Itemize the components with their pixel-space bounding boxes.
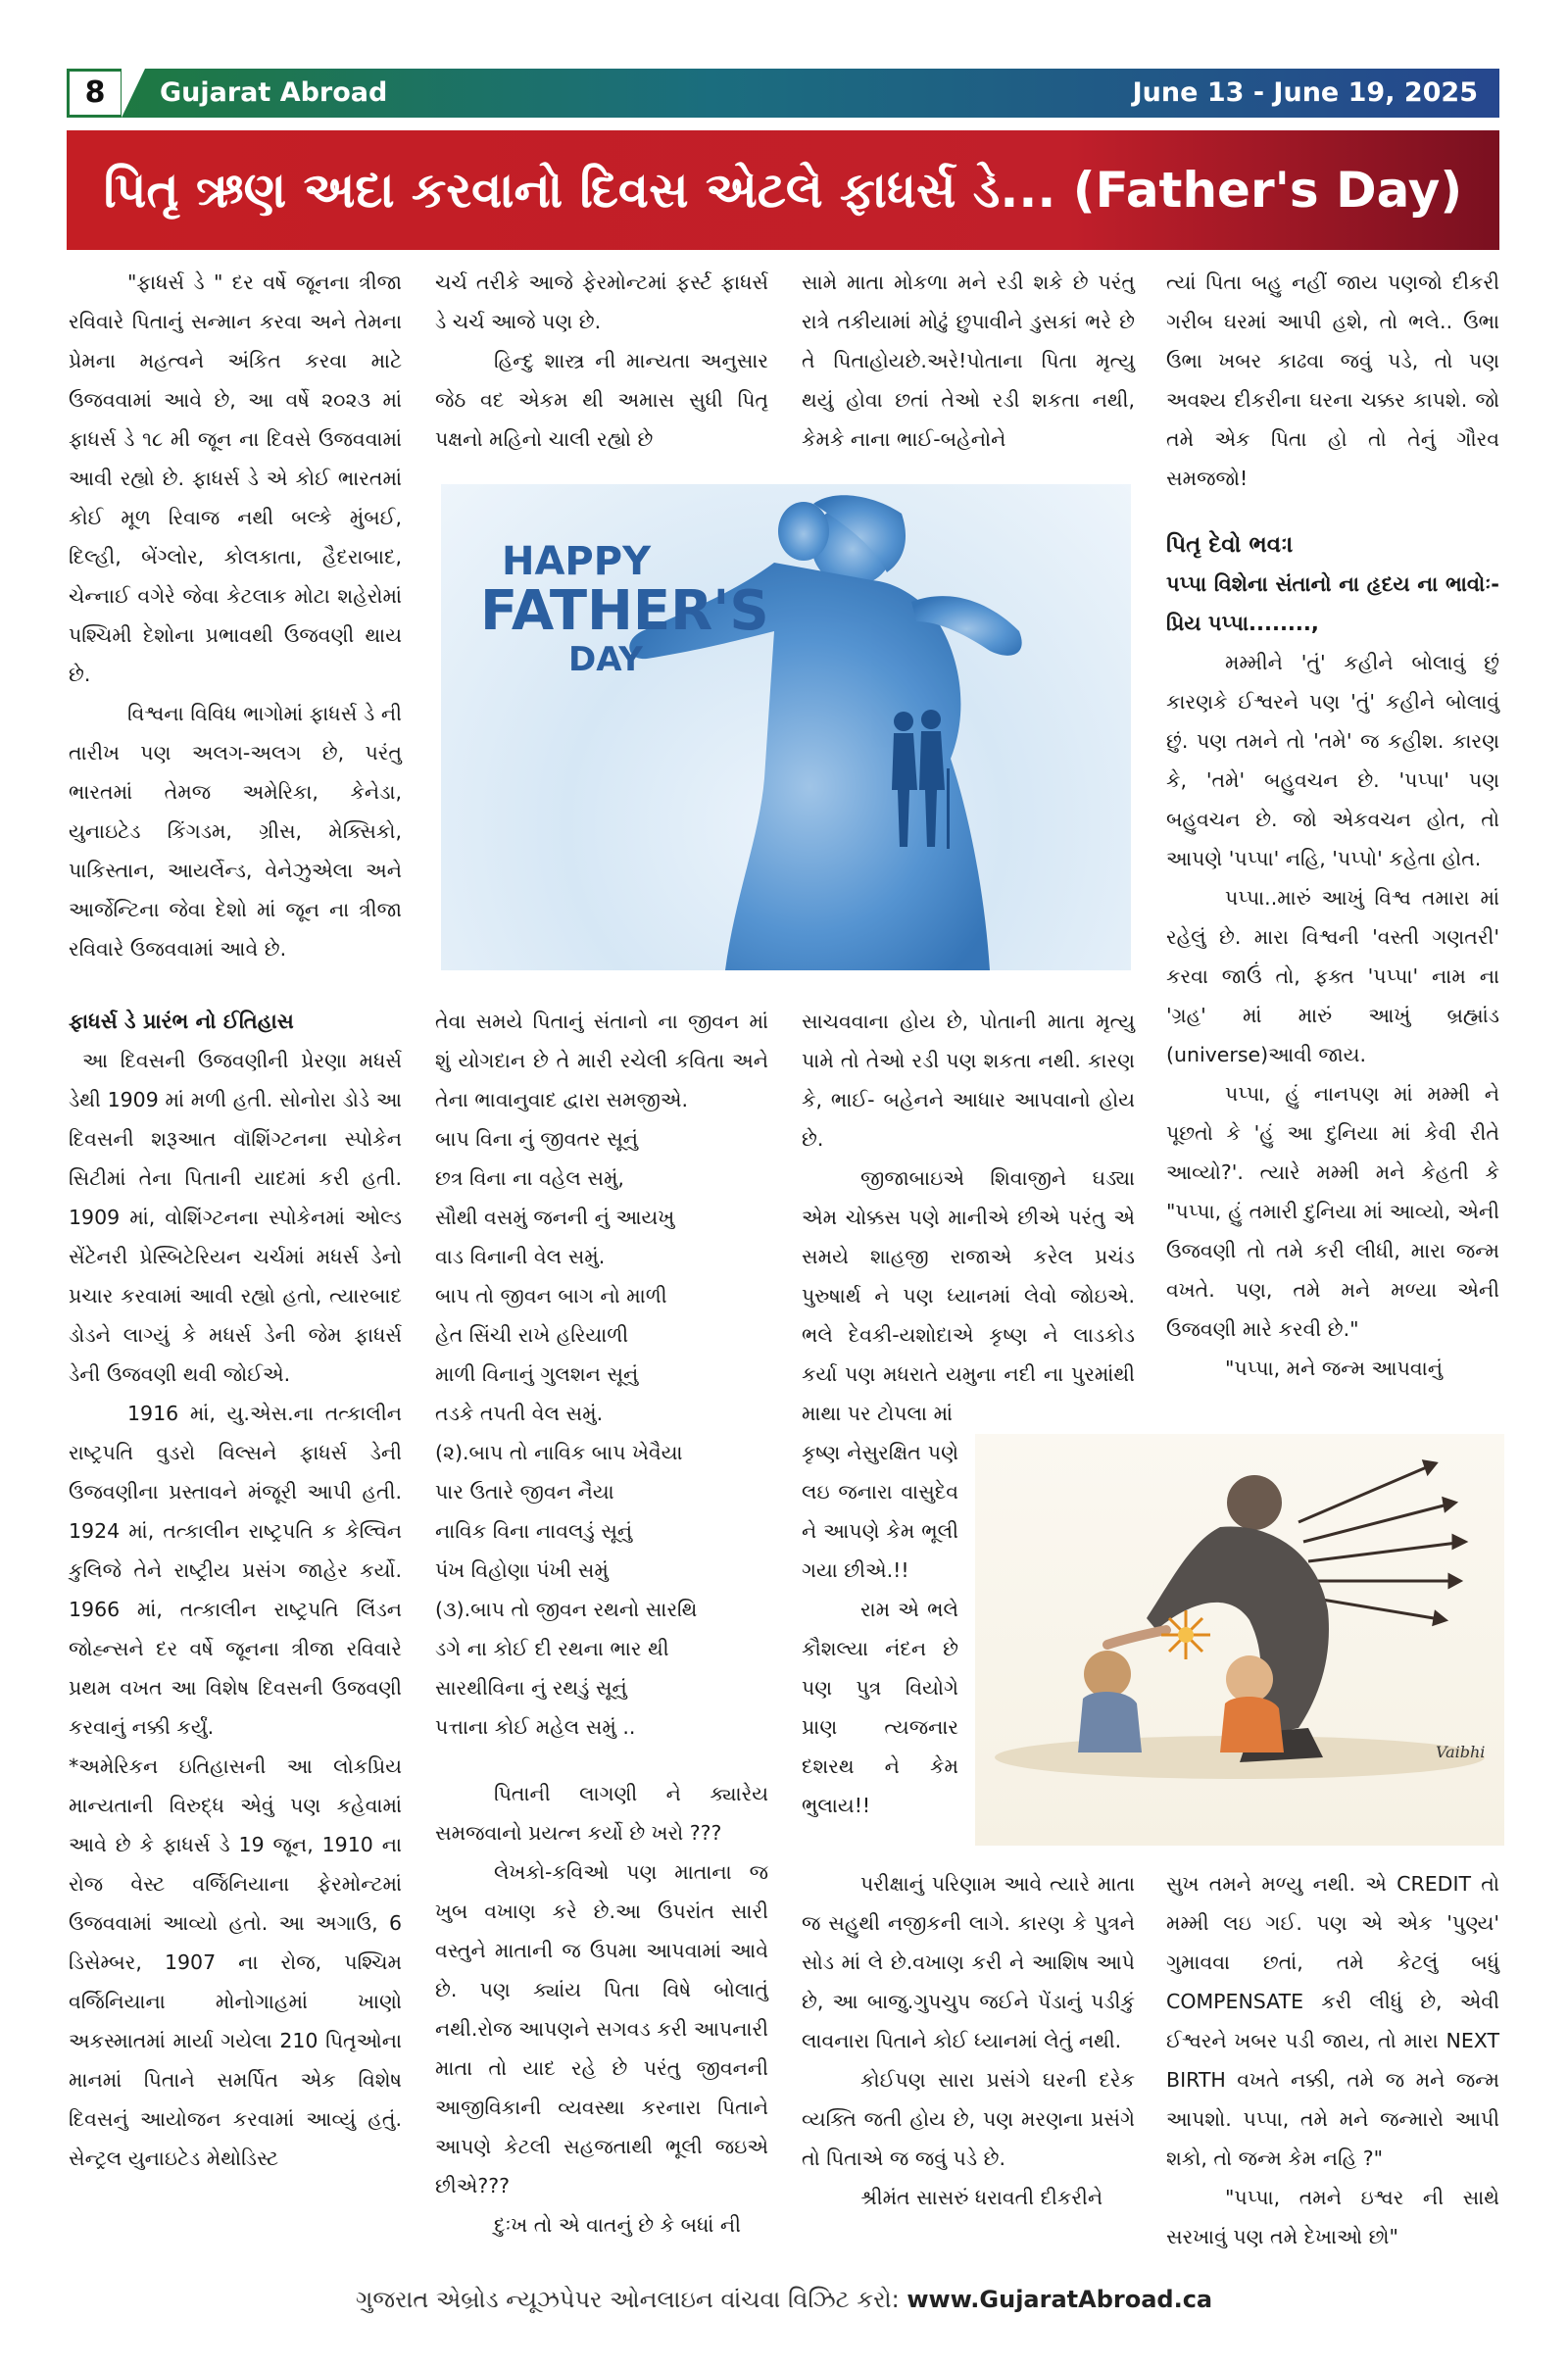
paragraph: જીજાબાઇએ શિવાજીને ઘડ્યા એમ ચોક્કસ પણે માનીએ છીએ પરંતુ એ સમયે શાહજી રાજાએ કરેલ પ્રચંડ પુરુષાર્થ ને પણ ધ્યાનમાં લેવો જોઇએ. ભલે દેવકી-યશોદાએ કૃષ્ણ ને લાડકોડ કર્યા પણ મધરાતે યમુના નદી ના પુરમાંથી માથા પર ટોપલા માં	[802, 1166, 1135, 1425]
paragraph: મમ્મીને 'તું' કહીને બોલાવું છું કારણકે ઈશ્વરને પણ 'તું' કહીને બોલાવું છું. પણ તમને તો 'તમે' જ કહીશ. કારણ કે, 'તમે' બહુવચન છે. 'પપ્પા' પણ બહુવચન છે. જો એકવચન હોત, તો આપણે 'પપ્પા' નહિ, 'પપ્પો' કહેતા હોત.	[1166, 651, 1499, 870]
paragraph: શ્રીમંત સાસરું ધરાવતી દીકરીને	[860, 2186, 1103, 2209]
paragraph: વિશ્વના વિવિધ ભાગોમાં ફાધર્સ ડે ની તારીખ પણ અલગ-અલગ છે, પરંતુ ભારતમાં તેમજ અમેરિકા, કેનેડા, યુનાઇટેડ કિંગડમ, ગ્રીસ, મેક્સિકો, પાકિસ્તાન, આયર્લેન્ડ, વેનેઝુએલા અને આર્જેન્ટિના જેવા દેશો માં જૂન ના ત્રીજા રવિવારે ઉજવવામાં આવે છે.	[69, 702, 402, 961]
website-link[interactable]: www.GujaratAbroad.ca	[906, 2286, 1213, 2313]
day-text: DAY	[568, 640, 643, 679]
poem-line: સૌથી વસમું જનની નું આયખુ	[435, 1206, 675, 1229]
article-column-2-top	[435, 263, 768, 459]
paragraph: પિતાની લાગણી ને ક્યારેય સમજવાનો પ્રયત્ન કર્યો છે ખરો ???	[435, 1782, 768, 1845]
paragraph: પપ્પા..મારું આખું વિશ્વ તમારા માં રહેલું છે. મારા વિશ્વની 'વસ્તી ગણતરી' કરવા જાઉં તો, ફક્ત 'પપ્પા' નામ ના 'ગ્રહ' માં મારું આખું બ્રહ્માંડ (universe)આવી જાય.	[1166, 886, 1499, 1066]
paragraph: ચર્ચ તરીકે આજે ફેરમોન્ટમાં ફર્સ્ટ ફાધર્સ ડે ચર્ચ આજે પણ છે.	[435, 271, 768, 333]
article-column-3-lower	[802, 1864, 1135, 2217]
paragraph: 1916 માં, યુ.એસ.ના તત્કાલીન રાષ્ટ્રપતિ વુડરો વિલ્સને ફાધર્સ ડેની ઉજવણીના પ્રસ્તાવને મંજૂરી આપી હતી. 1924 માં, તત્કાલીન રાષ્ટ્રપતિ ક કેલ્વિન કુલિજે તેને રાષ્ટ્રીય પ્રસંગ જાહેર કર્યો. 1966 માં, તત્કાલીન રાષ્ટ્રપતિ લિંડન જોહ્ન્સને દર વર્ષે જૂનના ત્રીજા રવિવારે પ્રથમ વખત આ વિશેષ દિવસની ઉજવણી કરવાનું નક્કી કર્યું.	[69, 1402, 402, 1739]
poem-line: છત્ર વિના ના વહેલ સમું,	[435, 1166, 624, 1190]
article-column-2-bottom	[435, 1002, 768, 2245]
paragraph: *અમેરિકન ઇતિહાસની આ લોકપ્રિય માન્યતાની વિરુદ્ધ એવું પણ કહેવામાં આવે છે કે ફાધર્સ ડે 19 જૂન, 1910 ના રોજ વેસ્ટ વર્જિનિયાના ફેરમોન્ટમાં ઉજવવામાં આવ્યો હતો. આ અગાઉ, 6 ડિસેમ્બર, 1907 ના રોજ, પશ્ચિમ વર્જિનિયાના મોનોગાહમાં ખાણો અકસ્માતમાં માર્યા ગયેલા 210 પિતૃઓના માનમાં પિતાને સમર્પિત એક વિશેષ દિવસનું આયોજન કરવામાં આવ્યું હતું. સેન્ટ્રલ યુનાઇટેડ મેથોડિસ્ટ	[69, 1754, 402, 2170]
paragraph: હિન્દુ શાસ્ત્ર ની માન્યતા અનુસાર જેઠ વદ એકમ થી અમાસ સુધી પિતૃ પક્ષનો મહિનો ચાલી રહ્યો છે	[435, 349, 768, 451]
paragraph: કૃષ્ણ નેસુરક્ષિત પણે લઇ જનારા વાસુદેવ ને આપણે કેમ ભૂલી ગયા છીએ.!!	[802, 1441, 958, 1582]
paragraph: સાચવવાના હોય છે, પોતાની માતા મૃત્યુ પામે તો તેઓ રડી પણ શકતા નથી. કારણ કે, ભાઈ- બહેનને આધાર આપવાનો હોય છે.	[802, 1010, 1135, 1151]
fathers-text: FATHER'S	[480, 579, 769, 643]
poem-line: (૨).બાપ તો નાવિક બાપ ખેવૈયા	[435, 1441, 683, 1464]
paragraph: સુખ તમને મળ્યુ નથી. એ CREDIT તો મમ્મી લઇ ગઈ. પણ એ એક 'પુણ્ય' ગુમાવવા છતાં, તમે કેટલું બધું COMPENSATE કરી લીધું છે, એવી ઈશ્વરને ખબર પડી જાય, તો મારા NEXT BIRTH વખતે નક્કી, તમે જ મને જન્મ આપશો. પપ્પા, તમે મને જન્મારો આપી શકો, તો જન્મ કેમ નહિ ?"	[1166, 1872, 1499, 2170]
happy-text: HAPPY	[502, 539, 652, 584]
paragraph: આ દિવસની ઉજવણીની પ્રેરણા મધર્સ ડેથી 1909 માં મળી હતી. સોનોરા ડોડે આ દિવસની શરૂઆત વૉશિંગ્ટનના સ્પોકેન સિટીમાં તેના પિતાની યાદમાં કરી હતી. 1909 માં, વોશિંગ્ટનના સ્પોકેનમાં ઓલ્ડ સેંટેનરી પ્રેસ્બિટેરિયન ચર્ચમાં મધર્સ ડેનો પ્રચાર કરવામાં આવી રહ્યો હતો, ત્યારબાદ ડોડને લાગ્યું કે મધર્સ ડેની જેમ ફાધર્સ ડેની ઉજવણી થવી જોઈએ.	[69, 1049, 402, 1386]
paragraph: દુઃખ તો એ વાતનું છે કે બધાં ની	[494, 2213, 742, 2237]
poem-line: સારથીવિના નું રથડું સૂનું	[435, 1676, 627, 1700]
paragraph: ત્યાં પિતા બહુ નહીં જાય પણજો દીકરી ગરીબ ઘરમાં આપી હશે, તો ભલે.. ઉભા ઉભા ખબર કાઢવા જવું પડે, તો પણ અવશ્ય દીકરીના ઘરના ચક્કર કાપશે. જો તમે એક પિતા હો તો તેનું ગૌરવ સમજજો!	[1166, 271, 1499, 490]
page-number: 8	[67, 69, 123, 118]
illustrator-signature: Vaibhi	[1436, 1743, 1486, 1761]
paragraph: રામ એ ભલે કૌશલ્યા નંદન છે પણ પુત્ર વિયોગે પ્રાણ ત્યજનાર દશરથ ને કેમ ભુલાય!!	[802, 1598, 958, 1817]
paragraph: "પપ્પા, મને જન્મ આપવાનું	[1225, 1357, 1444, 1380]
poem-line: પંખ વિહોણા પંખી સમું	[435, 1558, 609, 1582]
poem-line: (૩).બાપ તો જીવન રથનો સારથિ	[435, 1598, 698, 1621]
poem-line: બાપ તો જીવન બાગ નો માળી	[435, 1284, 667, 1308]
poem-line: માળી વિનાનું ગુલશન સૂનું	[435, 1362, 639, 1386]
article-column-4	[1166, 263, 1499, 1388]
poem-line: બાપ વિના નું જીવતર સૂનું	[435, 1127, 638, 1151]
poem-line: પાર ઉતારે જીવન નૈયા	[435, 1480, 614, 1504]
poem-line: હેત સિંચી રાખે હરિયાળી	[435, 1323, 629, 1347]
paragraph: પરીક્ષાનું પરિણામ આવે ત્યારે માતા જ સહુથી નજીકની લાગે. કારણ કે પુત્રને સોડ માં લે છે.વખાણ કરી ને આશિષ આપે છે, આ બાજુ.ગુપચુપ જઈને પેંડાનું પડીકું લાવનારા પિતાને કોઈ ધ્યાનમાં લેતું નથી.	[802, 1872, 1135, 2052]
page-header	[67, 69, 1499, 118]
article-column-1	[69, 263, 402, 2178]
paragraph: "ફાધર્સ ડે " દર વર્ષે જૂનના ત્રીજા રવિવારે પિતાનું સન્માન કરવા અને તેમના પ્રેમના મહત્વને અંકિત કરવા માટે ઉજવવામાં આવે છે, આ વર્ષે ૨૦૨૩ માં ફાધર્સ ડે ૧૮ મી જૂન ના દિવસે ઉજવવામાં આવી રહ્યો છે. ફાધર્સ ડે એ કોઈ ભારતમાં કોઈ મૂળ રિવાજ નથી બલ્કે મુંબઈ, દિલ્હી, બેંગ્લોર, કોલકાતા, હૈદરાબાદ, ચેન્નાઈ વગેરે જેવા કેટલાક મોટા શહેરોમાં પશ્ચિમી દેશોના પ્રભાવથી ઉજવણી થાય છે.	[69, 271, 402, 686]
poem-line: નાવિક વિના નાવલડું સૂનું	[435, 1519, 633, 1543]
father-shielding-children-illustration	[975, 1434, 1504, 1846]
poem-line: તડકે તપતી વેલ સમું.	[435, 1402, 604, 1425]
footer-prefix: ગુજરાત એબ્રોડ ન્યૂઝપેપર ઓનલાઇન વાંચવા વિઝિટ કરો:	[355, 2286, 900, 2313]
paragraph: તેવા સમયે પિતાનું સંતાનો ના જીવન માં શું યોગદાન છે તે મારી રચેલી કવિતા અને તેના ભાવાનુવાદ દ્વારા સમજીએ.	[435, 1010, 768, 1111]
section-heading: પિતૃ દેવો ભવઃ।	[1166, 532, 1294, 558]
publication-name: Gujarat Abroad	[160, 77, 388, 108]
article-column-3-narrow	[802, 1433, 958, 1825]
article-column-3-top	[802, 263, 1135, 459]
paragraph: "પપ્પા, તમને ઇશ્વર ની સાથે સરખાવું પણ તમે દેખાઓ છો"	[1166, 2186, 1499, 2248]
paragraph: કોઈપણ સારા પ્રસંગે ઘરની દરેક વ્યક્તિ જતી હોય છે, પણ મરણના પ્રસંગે તો પિતાએ જ જવું પડે છે.	[802, 2068, 1135, 2170]
issue-date: June 13 - June 19, 2025	[1132, 77, 1478, 108]
section-subheading: પપ્પા વિશેના સંતાનો ના હૃદય ના ભાવોઃ- પ્રિય પપ્પા........,	[1166, 572, 1499, 635]
paragraph: પપ્પા, હું નાનપણ માં મમ્મી ને પૂછતો કે 'હું આ દુનિયા માં કેવી રીતે આવ્યો?'. ત્યારે મમ્મી મને કેહતી કે "પપ્પા, હું તમારી દુનિયા માં આવ્યો, એની ઉજવણી તો તમે કરી લીધી, મારા જન્મ વખતે. પણ, તમે મને મળ્યા એની ઉજવણી મારે કરવી છે."	[1166, 1082, 1499, 1341]
poem	[435, 1119, 768, 1747]
page-number-wedge	[122, 69, 145, 118]
article-column-3-bottom	[802, 1002, 1135, 1433]
father-arrows-cartoon	[975, 1434, 1504, 1846]
article-column-4-bottom	[1166, 1864, 1499, 2256]
paragraph: લેખકો-કવિઓ પણ માતાના જ ખુબ વખાણ કરે છે.આ ઉપરાંત સારી વસ્તુને માતાની જ ઉપમા આપવામાં આવે છે. પણ ક્યાંય પિતા વિષે બોલાતું નથી.રોજ આપણને સગવડ કરી આપનારી માતા તો યાદ રહે છે પરંતુ જીવનની આજીવિકાની વ્યવસ્થા કરનારા પિતાને આપણે કેટલી સહજતાથી ભૂલી જઇએ છીએ???	[435, 1860, 768, 2197]
section-heading: ફાધર્સ ડે પ્રારંભ નો ઈતિહાસ	[69, 1010, 294, 1033]
poem-line: ડગે ના કોઈ દી રથના ભાર થી	[435, 1637, 669, 1660]
paragraph: સામે માતા મોકળા મને રડી શકે છે પરંતુ રાત્રે તકીયામાં મોઢું છુપાવીને ડુસકાં ભરે છે તે પિતાહોયછે.અરે!પોતાના પિતા મૃત્યુ થયું હોવા છતાં તેઓ રડી શકતા નથી, કેમકે નાના ભાઈ-બહેનોને	[802, 271, 1135, 451]
page-footer	[0, 2286, 1568, 2313]
father-child-silhouette-illustration	[441, 484, 1131, 970]
happy-fathers-day-image	[441, 484, 1131, 970]
poem-line: વાડ વિનાની વેલ સમું.	[435, 1245, 606, 1268]
poem-line: પત્તાના કોઈ મહેલ સમું ..	[435, 1715, 636, 1739]
headline: પિતૃ ઋણ અદા કરવાનો દિવસ એટલે ફાધર્સ ડે... (Father's Day)	[67, 130, 1499, 250]
